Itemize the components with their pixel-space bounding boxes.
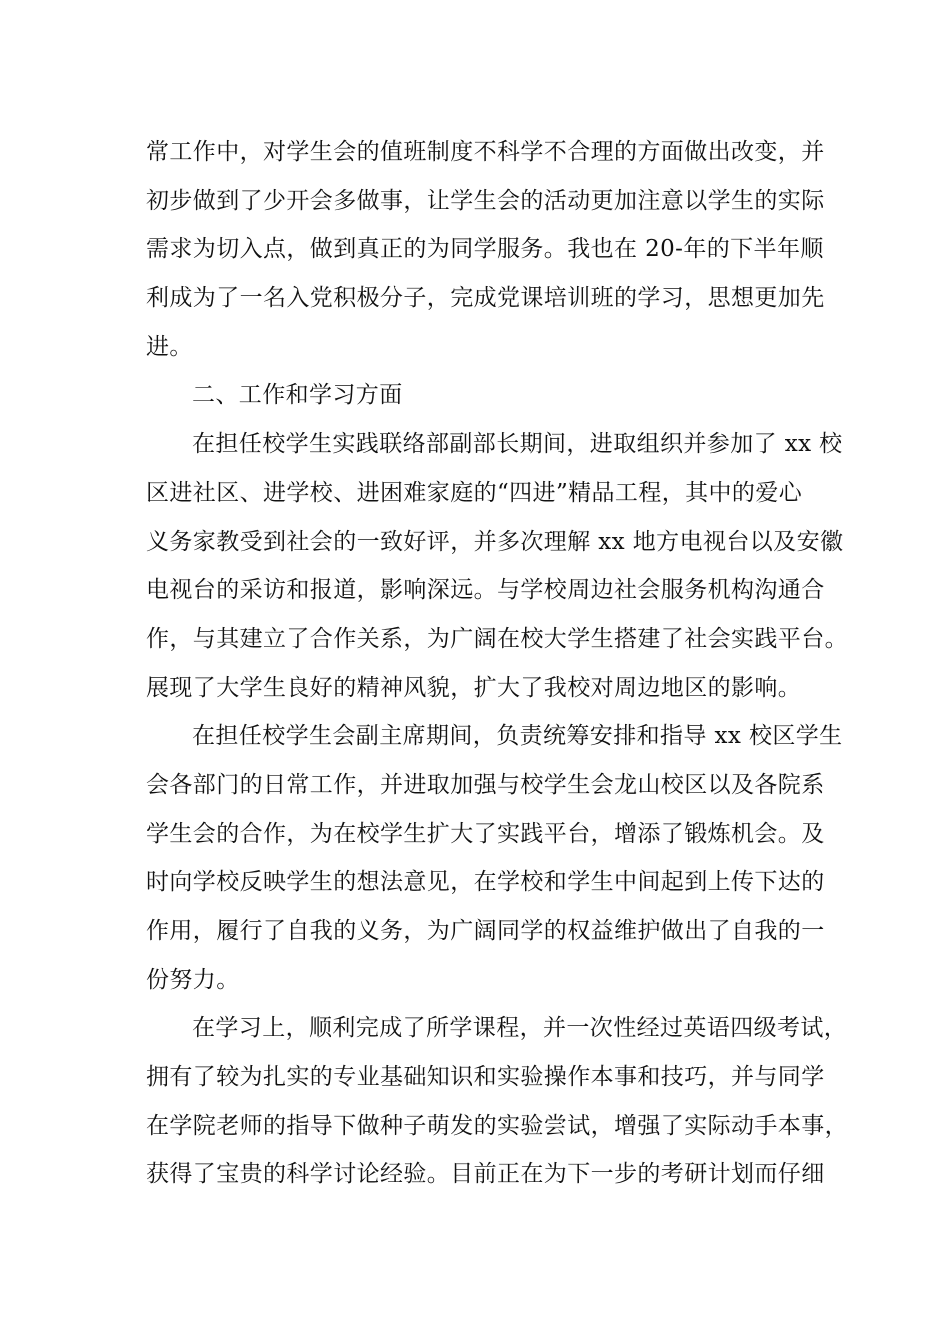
- text-line: 作，与其建立了合作关系，为广阔在校大学生搭建了社会实践平台。: [146, 625, 848, 652]
- text-line: 作用，履行了自我的义务，为广阔同学的权益维护做出了自我的一: [146, 918, 825, 944]
- text-line: 份努力。: [146, 966, 240, 993]
- document-body: [146, 128, 848, 1199]
- text-line: 义务家教受到社会的一致好评，并多次理解 xx 地方电视台以及安徽: [146, 528, 844, 555]
- text-line: 进。: [146, 333, 193, 360]
- text-line: 初步做到了少开会多做事，让学生会的活动更加注意以学生的实际: [146, 187, 825, 214]
- paragraph-first-line: 在担任校学生会副主席期间，负责统筹安排和指导 xx 校区学生: [192, 723, 843, 750]
- text-line: 会各部门的日常工作，并进取加强与校学生会龙山校区以及各院系: [146, 771, 825, 798]
- paragraph-first-line: 在学习上，顺利完成了所学课程，并一次性经过英语四级考试，: [192, 1015, 848, 1042]
- text-line: 在学院老师的指导下做种子萌发的实验尝试，增强了实际动手本事，: [146, 1112, 848, 1139]
- text-line: 需求为切入点，做到真正的为同学服务。我也在 20-年的下半年顺: [146, 236, 824, 263]
- text-line: 展现了大学生良好的精神风貌，扩大了我校对周边地区的影响。: [146, 674, 802, 701]
- paragraph-first-line: 在担任校学生实践联络部副部长期间，进取组织并参加了 xx 校: [192, 431, 843, 458]
- text-line: 时向学校反映学生的想法意见，在学校和学生中间起到上传下达的: [146, 869, 825, 896]
- text-line: 区进社区、进学校、进困难家庭的“四进”精品工程，其中的爱心: [146, 479, 803, 506]
- text-line: 拥有了较为扎实的专业基础知识和实验操作本事和技巧，并与同学: [146, 1064, 825, 1091]
- text-line: 常工作中，对学生会的值班制度不科学不合理的方面做出改变，并: [146, 139, 825, 165]
- section-heading: 二、工作和学习方面: [192, 382, 403, 409]
- text-line: 利成为了一名入党积极分子，完成党课培训班的学习，思想更加先: [146, 285, 825, 312]
- text-line: 学生会的合作，为在校学生扩大了实践平台，增添了锻炼机会。及: [146, 820, 825, 847]
- text-line: 获得了宝贵的科学讨论经验。目前正在为下一步的考研计划而仔细: [146, 1161, 825, 1188]
- text-line: 电视台的采访和报道，影响深远。与学校周边社会服务机构沟通合: [146, 577, 825, 604]
